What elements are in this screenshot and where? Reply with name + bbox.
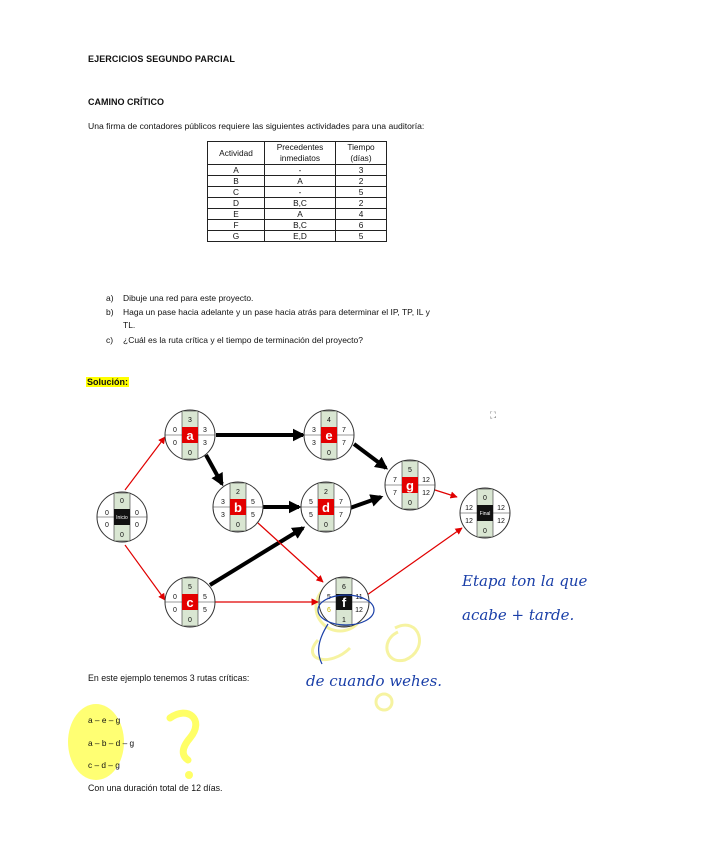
d-ls: 5 — [309, 512, 313, 519]
intro-text: Una firma de contadores públicos requiere las siguientes actividades para una auditoría: — [88, 121, 425, 131]
a-label: a — [186, 428, 194, 443]
question-c-text: ¿Cuál es la ruta crítica y el tiempo de terminación del proyecto? — [123, 335, 364, 345]
arrow-inicio-a — [125, 437, 165, 490]
final-es: 12 — [465, 505, 473, 512]
document-title: EJERCICIOS SEGUNDO PARCIAL — [88, 54, 235, 64]
node-a — [165, 410, 215, 460]
final-label: Final — [479, 511, 491, 517]
d-ef: 7 — [339, 499, 343, 506]
critical-routes-intro: En este ejemplo tenemos 3 rutas críticas: — [88, 673, 250, 683]
f-lf: 12 — [355, 607, 363, 614]
arrow-d-g — [350, 497, 381, 508]
b-slack: 0 — [236, 522, 240, 529]
b-label: b — [234, 500, 242, 515]
node-b — [213, 482, 263, 532]
g-ls: 7 — [393, 490, 397, 497]
node-e — [304, 410, 354, 460]
arrow-inicio-c — [125, 545, 165, 600]
solution-label: Solución: — [87, 377, 128, 387]
e-es: 3 — [312, 427, 316, 434]
d-duration: 2 — [324, 489, 328, 496]
inicio-es: 0 — [120, 498, 124, 505]
header-time-text: Tiempo (días) — [347, 142, 375, 163]
inicio-slack: 0 — [120, 532, 124, 539]
cell: F — [208, 220, 265, 231]
g-lf: 12 — [422, 490, 430, 497]
node-f — [319, 577, 369, 627]
node-inicio — [97, 492, 147, 542]
cell: - — [265, 187, 336, 198]
arrow-a-b — [206, 455, 222, 484]
cell: - — [265, 165, 336, 176]
b-duration: 2 — [236, 489, 240, 496]
f-label: f — [341, 595, 347, 610]
b-ls: 3 — [221, 512, 225, 519]
cell: C — [208, 187, 265, 198]
d-es: 5 — [309, 499, 313, 506]
header-activity: Actividad — [208, 142, 265, 165]
cell: 6 — [336, 220, 387, 231]
cell: 5 — [336, 187, 387, 198]
f-slack: 1 — [342, 617, 346, 624]
e-ef: 7 — [342, 427, 346, 434]
expand-icon[interactable]: ⛶ — [489, 410, 497, 420]
c-ls: 0 — [173, 607, 177, 614]
header-predecessors-text: Precedentes inmediatos — [276, 142, 324, 163]
f-ls: 6 — [327, 607, 331, 614]
g-label: g — [406, 478, 414, 493]
d-label: d — [322, 500, 330, 515]
cell: 2 — [336, 176, 387, 187]
e-duration: 4 — [327, 417, 331, 424]
e-lf: 7 — [342, 440, 346, 447]
question-c-number: c) — [106, 335, 114, 345]
g-ef: 12 — [422, 477, 430, 484]
question-a-number: a) — [106, 293, 114, 303]
a-ls: 0 — [173, 440, 177, 447]
question-b-text: Haga un pase hacia adelante y un pase hacia atrás para determinar el IP, TP, IL y — [123, 307, 430, 317]
e-ls: 3 — [312, 440, 316, 447]
a-es: 0 — [173, 427, 177, 434]
ink-note-line1: Etapa ton la que — [462, 572, 588, 590]
final-ef: 12 — [497, 505, 505, 512]
node-g — [385, 460, 435, 510]
b-lf: 5 — [251, 512, 255, 519]
cell: E — [208, 209, 265, 220]
arrow-b-f — [258, 523, 323, 582]
g-slack: 0 — [408, 500, 412, 507]
inicio-right: 0 — [135, 510, 139, 517]
b-es: 3 — [221, 499, 225, 506]
cell: B — [208, 176, 265, 187]
c-duration: 5 — [188, 584, 192, 591]
arrow-f-final — [367, 528, 462, 595]
g-duration: 5 — [408, 467, 412, 474]
node-d — [301, 482, 351, 532]
d-slack: 0 — [324, 522, 328, 529]
ink-note-line3: de cuando wehes. — [306, 672, 443, 690]
g-es: 7 — [393, 477, 397, 484]
route-3: c – d – g — [88, 760, 120, 770]
e-label: e — [325, 428, 333, 443]
f-es: 5 — [327, 594, 331, 601]
ink-note-line2: acabe + tarde. — [462, 606, 575, 624]
cell: 2 — [336, 198, 387, 209]
question-b-continuation: TL. — [123, 320, 136, 330]
c-es: 0 — [173, 594, 177, 601]
inicio-left: 0 — [105, 510, 109, 517]
arrow-c-d — [210, 528, 303, 585]
a-duration: 3 — [188, 417, 192, 424]
a-slack: 0 — [188, 450, 192, 457]
inicio-left-bottom: 0 — [105, 522, 109, 529]
cell: G — [208, 231, 265, 242]
cell: A — [208, 165, 265, 176]
d-lf: 7 — [339, 512, 343, 519]
cell: 3 — [336, 165, 387, 176]
c-label: c — [186, 595, 194, 610]
a-lf: 3 — [203, 440, 207, 447]
arrow-e-g — [354, 444, 386, 468]
cell: A — [265, 209, 336, 220]
cell: D — [208, 198, 265, 209]
node-c — [165, 577, 215, 627]
cell: 5 — [336, 231, 387, 242]
section-title: CAMINO CRÍTICO — [88, 97, 164, 107]
cell: 4 — [336, 209, 387, 220]
question-b-number: b) — [106, 307, 114, 317]
arrow-g-final — [435, 490, 457, 497]
final-slack: 0 — [483, 528, 487, 535]
c-ef: 5 — [203, 594, 207, 601]
route-2: a – b – d – g — [88, 738, 135, 748]
final-lf: 12 — [497, 518, 505, 525]
cell: B,C — [265, 220, 336, 231]
final-ls: 12 — [465, 518, 473, 525]
c-slack: 0 — [188, 617, 192, 624]
f-duration: 6 — [342, 584, 346, 591]
cell: E,D — [265, 231, 336, 242]
ink-pointer — [319, 624, 328, 664]
total-duration: Con una duración total de 12 días. — [88, 783, 223, 793]
cell: B,C — [265, 198, 336, 209]
question-a-text: Dibuje una red para este proyecto. — [123, 293, 254, 303]
c-lf: 5 — [203, 607, 207, 614]
inicio-right-bottom: 0 — [135, 522, 139, 529]
node-final — [460, 488, 510, 538]
e-slack: 0 — [327, 450, 331, 457]
cell: A — [265, 176, 336, 187]
final-duration: 0 — [483, 495, 487, 502]
f-ef: 11 — [355, 594, 363, 601]
b-ef: 5 — [251, 499, 255, 506]
route-1: a – e – g — [88, 715, 121, 725]
a-ef: 3 — [203, 427, 207, 434]
inicio-label: Inicio — [116, 515, 128, 521]
